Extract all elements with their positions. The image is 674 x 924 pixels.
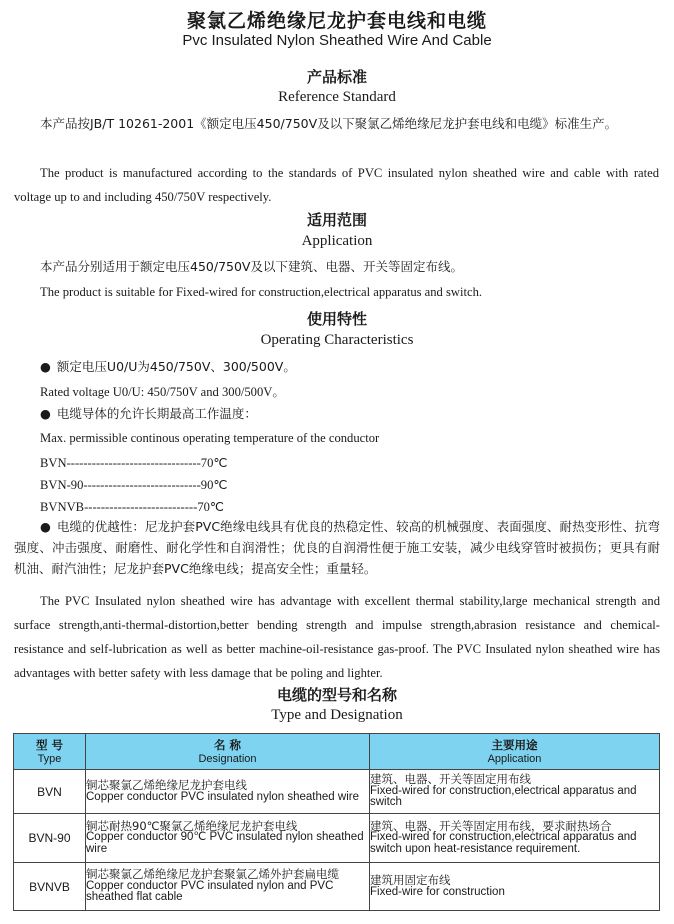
table-row (14, 770, 660, 814)
temp-item-cn (40, 403, 660, 424)
column-header-application: 主要用途 Application (370, 734, 660, 770)
application-cell: 建筑用固定布线 Fixed-wire for construction (370, 863, 660, 911)
page-title-en: Pvc Insulated Nylon Sheathed Wire And Cable (182, 32, 492, 49)
bullet-icon: ● (40, 519, 51, 534)
designation-heading-cn: 电缆的型号和名称 (276, 686, 397, 704)
type-cell: BVN (14, 770, 86, 814)
application-cell: 建筑、电器、开关等固定用布线，要求耐热场合 Fixed-wired for construction,electrical apparatus and switch upon heat-resistance requirement. (370, 814, 660, 863)
temp-line-bvn90: BVN-90----------------------------90℃ (40, 478, 228, 492)
table-row (14, 814, 660, 863)
voltage-text-cn: 额定电压U0/U为450/750V、300/500V。 (56, 359, 296, 374)
characteristics-heading-en: Operating Characteristics (260, 332, 414, 348)
application-heading-cn: 适用范围 (306, 211, 367, 229)
temp-line-bvnvb: BVNVB---------------------------70℃ (40, 500, 225, 514)
designation-table (13, 733, 660, 911)
designation-heading-en: Type and Designation (271, 707, 403, 723)
page-title-cn: 聚氯乙烯绝缘尼龙护套电线和电缆 (186, 10, 487, 32)
temp-text-en: Max. permissible continous operating temperature of the conductor (40, 431, 380, 445)
application-text-cn: 本产品分别适用于额定电压450/750V及以下建筑、电器、开关等固定布线。 (40, 259, 463, 274)
temp-text-cn: 电缆导体的允许长期最高工作温度： (56, 406, 257, 421)
temp-line-bvn: BVN--------------------------------70℃ (40, 456, 228, 470)
table-header-row (14, 734, 660, 770)
reference-heading-cn: 产品标准 (306, 68, 367, 86)
column-header-type: 型 号 Type (14, 734, 86, 770)
voltage-text-en: Rated voltage U0/U: 450/750V and 300/500V。 (40, 385, 285, 399)
reference-heading-en: Reference Standard (278, 89, 396, 105)
type-cell: BVN-90 (14, 814, 86, 863)
application-text-en: The product is suitable for Fixed-wired for construction,electrical apparatus and switch. (40, 285, 483, 299)
designation-cell: 铜芯聚氯乙烯绝缘尼龙护套聚氯乙烯外护套扁电缆 Copper conductor PVC insulated nylon and PVC sheathed flat cable (86, 863, 370, 911)
voltage-item-cn (40, 356, 660, 377)
type-cell: BVNVB (14, 863, 86, 911)
table-row (14, 863, 660, 911)
bullet-icon: ● (40, 406, 51, 421)
application-heading-en: Application (301, 233, 373, 249)
advantages-text-en: The PVC Insulated nylon sheathed wire has advantage with excellent thermal stability,large mechanical strength and surface strength,anti-thermal-distortion,better bending strength and impulse strength,abrasion resistance and chemical-resistance and self-lubrication as well as better machine-oil-resistance gas-proof. The PVC Insulated nylon sheathed wire has advantages with better safety with less damage that be poling and lighter. (14, 594, 660, 680)
designation-cell: 铜芯耐热90℃聚氯乙烯绝缘尼龙护套电线 Copper conductor 90℃ PVC insulated nylon sheathed wire (86, 814, 370, 863)
application-cell: 建筑、电器、开关等固定用布线 Fixed-wired for construction,electrical apparatus and switch (370, 770, 660, 814)
bullet-icon: ● (40, 359, 51, 374)
characteristics-heading-cn: 使用特性 (306, 310, 367, 328)
reference-text-cn: 本产品按JB/T 10261-2001《额定电压450/750V及以下聚氯乙烯绝缘尼龙护套电线和电缆》标准生产。 (40, 116, 618, 131)
column-header-designation: 名 称 Designation (86, 734, 370, 770)
designation-cell: 铜芯聚氯乙烯绝缘尼龙护套电线 Copper conductor PVC insulated nylon sheathed wire (86, 770, 370, 814)
advantages-text-cn: 电缆的优越性：尼龙护套PVC绝缘电线具有优良的热稳定性、较高的机械强度、表面强度、耐热变形性、抗弯强度、冲击强度、耐磨性、耐化学性和自润滑性；优良的自润滑性便于施工安装，减少电线穿管时被损伤；更具有耐机油、耐汽油性；尼龙护套PVC绝缘电线；提高安全性；重量轻。 (14, 519, 660, 576)
advantages-item-cn (14, 516, 660, 579)
reference-text-en: The product is manufactured according to the standards of PVC insulated nylon sheathed wire and cable with rated voltage up to and including 450/750V respectively. (14, 166, 659, 204)
